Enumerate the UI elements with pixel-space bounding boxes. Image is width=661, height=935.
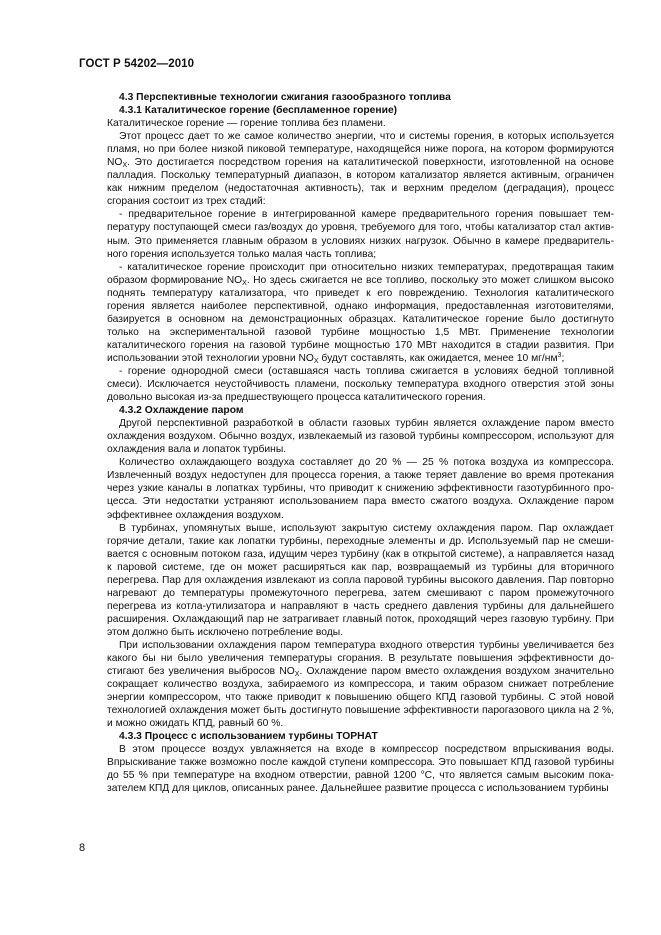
paragraph: При использовании охлаждения паром температура входного отверстия турбины увеличивается без какого бы ни было увеличения температуры сгорания. В результате повышения эффективности достигают без увеличения выбросов $NO_X$. Охлаждение паром вместо охлаждения воздухом значительно сокращает количество воздуха, забираемого из компрессора, и таким образом снижает потребление энергии компрессором, что также приводит к повышению общего КПД газовой турбины. С этой новой технологией охлаждения может быть достигнуто повышение эффективности парогазового цикла на 2 %, и можно ожидать КПД, равный 60 %. — [107, 639, 614, 730]
subscript: X — [242, 279, 247, 287]
list-item: - горение однородной смеси (оставшаяся часть топлива сжигается в условиях бедной топливной смеси). Исключается неустойчивость пламени, поскольку температура входного отверстия этой зоны довольно высокая из-за предшествующего процесса каталитического горения. — [107, 365, 614, 404]
subscript: X — [122, 162, 128, 170]
paragraph: Каталитическое горение — горение топлива без пламени. — [107, 118, 386, 130]
document-code-header: ГОСТ Р 54202—2010 — [79, 58, 195, 70]
page-body — [107, 91, 614, 796]
subscript: X — [313, 357, 319, 365]
list-item: - предварительное горение в интегрированной камере предварительного горения повышает температуру поступающей смеси газ/воздух до уровня, требуемого для того, чтобы катализатор стал активным. Это применяется главным образом в условиях низких нагрузок. Обычно в камере предварительного горения используется только малая часть топлива; — [107, 209, 614, 260]
paragraph: В турбинах, упомянутых выше, используют закрытую систему охлаждения паром. Пар охлаждает горячие детали, такие как лопатки турбины, переходные элементы и др. Используемый пар не смешивается с основным потоком газа, идущим через турбину (как в открытой системе), а направляется назад к паровой системе, где он может расширяться как пар, возвращаемый из турбины для вторичного перегрева. Пар для охлаждения извлекают из сопла паровой турбины высокого давления. Пар повторно нагревают до температуры промежуточного перегрева, затем смешивают с паром промежуточного перегрева из котла-утилизатора и направляют в часть среднего давления турбины для дальнейшего расширения. Охлаждающий пар не затрагивает главный поток, проходящий через газовую турбину. При этом должно быть исключено потребление воды. — [107, 522, 614, 638]
list-item: - каталитическое горение происходит при относительно низких температурах, предотвращая таким образом формирование $NO_X$. Но здесь сжигается не все топливо, поскольку это может слишком высоко поднять температуру катализатора, что приведет к его повреждению. Технология каталитического горения является наиболее перспективной, однако информация, предоставленная изготовителями, базируется в основном на демонстрационных образцах. Каталитическое горение было достигнуто только на экспериментальной газовой турбине мощностью 1,5 МВт. Применение технологии каталитического горения на газовой турбине мощностью 170 МВт находится в стадии развития. При использовании этой технологии уровни $NO_X$ будут составлять, как ожидается, менее 10 $мг/нм^3$; — [107, 261, 614, 365]
paragraph: Количество охлаждающего воздуха составляет до 20 % — 25 % потока воздуха из компрессора. Извлеченный воздух недоступен для процесса горения, а также теряет давление во время протекания через узкие каналы в лопатках турбины, что приводит к снижению эффективности газотурбинного процесса. Эти недостатки устраняют использованием пара вместо сжатого воздуха. Охлаждение паром эффективнее охлаждения воздухом. — [107, 457, 614, 521]
paragraph: Этот процесс дает то же самое количество энергии, что и системы горения, в которых используется пламя, но при более низкой пиковой температуре, находящейся ниже порога, на котором формируются $NO_X$. Это достигается посредством горения на каталитической поверхности, изготовленной на основе палладия. Поскольку температурный диапазон, в котором катализатор является активным, ограничен как нижним пределом (недостаточная активность), так и верхним пределом (деградация), процесс сгорания состоит из трех стадий: — [107, 131, 614, 208]
page-number: 8 — [79, 842, 86, 854]
subsection-heading-tophat-turbine: 4.3.3 Процесс с использованием турбины ТОРНАТ — [119, 731, 378, 743]
subsection-heading-steam-cooling: 4.3.2 Охлаждение паром — [119, 405, 244, 417]
subscript: X — [294, 671, 300, 679]
superscript: 3 — [557, 351, 562, 359]
paragraph: В этом процессе воздух увлажняется на входе в компрессор посредством впрыскивания воды. Впрыскивание также возможно после каждой ступени компрессора. Это повышает КПД газовой турбины до 55 % при температуре на входном отверстии, равной 1200 °С, что является самым высоким показателем КПД для циклов, описанных ранее. Дальнейшее развитие процесса с использованием турбины — [107, 744, 614, 795]
section-heading: 4.3 Перспективные технологии сжигания газообразного топлива — [119, 92, 451, 103]
paragraph: Другой перспективной разработкой в области газовых турбин является охлаждение паром вместо охлаждения воздухом. Обычно воздух, извлекаемый из газовой турбины компрессором, используют для охлаждения вала и лопаток турбины. — [107, 418, 614, 456]
subsection-heading-catalytic-combustion: 4.3.1 Каталитическое горение (беспламенное горение) — [119, 105, 398, 117]
